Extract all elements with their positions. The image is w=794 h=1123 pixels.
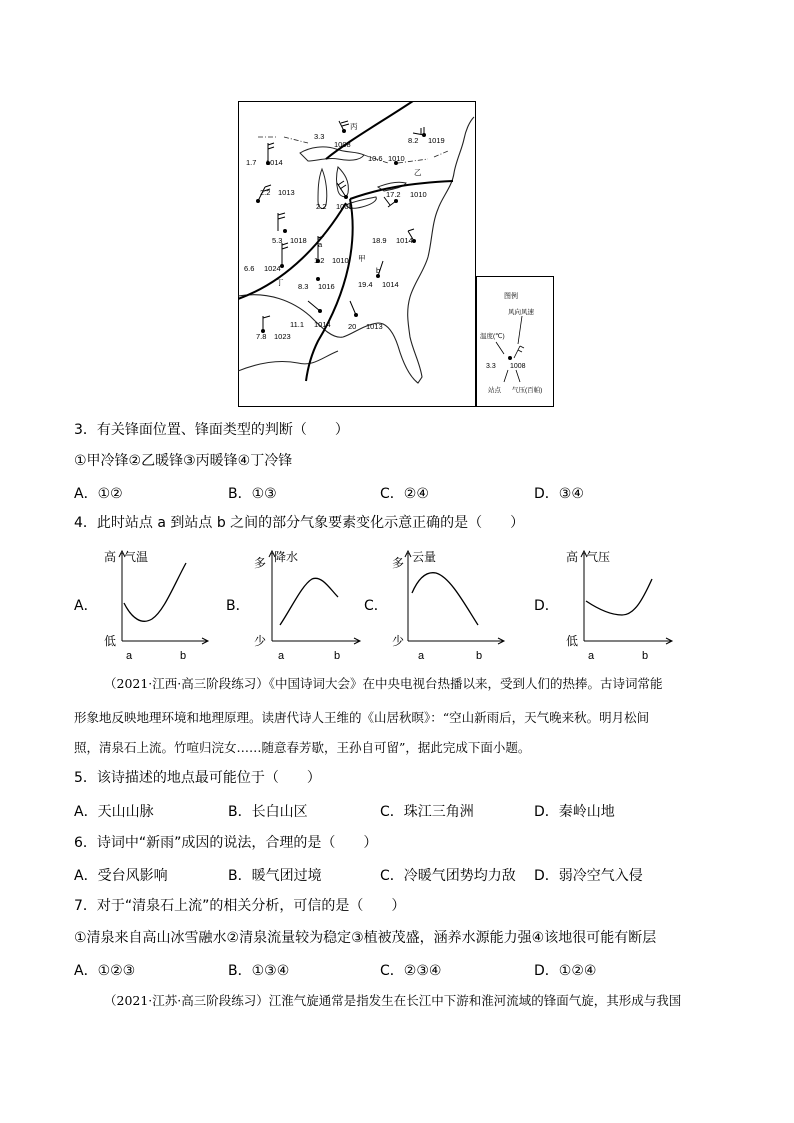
q3-option-b[interactable]: B．①③ — [228, 486, 277, 502]
chart-title: 气压 — [586, 550, 611, 564]
chart-high: 多 — [392, 556, 405, 570]
q3-option-d[interactable]: D．③④ — [534, 486, 584, 502]
chart-x-b: b — [476, 650, 483, 662]
q5-option-a[interactable]: A．天山山脉 — [74, 804, 154, 820]
station-pressure: 1014 — [314, 320, 331, 329]
station-pressure: 1008 — [336, 202, 353, 211]
q3-option-a[interactable]: A．①② — [74, 486, 123, 502]
legend-title: 图例 — [504, 293, 518, 300]
q4-option-c[interactable]: C． — [364, 598, 388, 614]
legend-pressure-value: 1008 — [510, 363, 526, 370]
q5-option-d[interactable]: D．秦岭山地 — [534, 804, 615, 820]
station-pressure: 1010 — [332, 256, 349, 265]
label-ding: 丁 — [276, 278, 284, 287]
station-pressure: 1023 — [274, 332, 291, 341]
chart-x-b: b — [180, 650, 187, 662]
chart-x-b: b — [334, 650, 341, 662]
chart-title: 云量 — [412, 550, 437, 564]
q6-option-a[interactable]: A．受台风影响 — [74, 868, 168, 884]
legend-station: 站点 — [488, 387, 501, 394]
station-temp: 2.2 — [260, 188, 271, 197]
chart-low: 少 — [392, 634, 405, 648]
q3-option-c[interactable]: C．②④ — [380, 486, 429, 502]
chart-x-a: a — [278, 650, 285, 662]
chart-low: 低 — [104, 634, 117, 648]
q4-option-a[interactable]: A． — [74, 598, 98, 614]
chart-curve — [124, 563, 186, 621]
station-temp: 20 — [348, 322, 357, 331]
q6-option-b[interactable]: B．暖气团过境 — [228, 868, 322, 884]
legend-pressure: 气压(百帕) — [512, 387, 543, 394]
chart-curve — [586, 579, 652, 615]
chart-high: 多 — [254, 556, 267, 570]
q4-chart-c — [388, 545, 508, 663]
station-pressure: 1019 — [428, 136, 445, 145]
chart-x-b: b — [642, 650, 649, 662]
station-pressure: 1010 — [388, 154, 405, 163]
station-pressure: 1014 — [266, 158, 283, 167]
q3-stem: 3．有关锋面位置、锋面类型的判断（ ） — [74, 422, 349, 438]
q6-stem: 6．诗词中“新雨”成因的说法，合理的是（ ） — [74, 835, 378, 851]
station-temp: 8.3 — [298, 282, 309, 291]
station-pressure: 1016 — [318, 282, 335, 291]
station-pressure: 1013 — [366, 322, 383, 331]
label-yi: 乙 — [414, 168, 422, 177]
station-pressure: 1013 — [278, 188, 295, 197]
q4-chart-d — [564, 545, 676, 663]
station-temp: 3.3 — [314, 132, 325, 141]
station-pressure: 1014 — [396, 236, 413, 245]
chart-high: 高 — [104, 550, 117, 564]
legend-temp: 温度(℃) — [480, 333, 505, 340]
q4-option-b[interactable]: B． — [226, 598, 250, 614]
label-station-a: a — [318, 240, 323, 249]
passage1-line3: 照，清泉石上流。竹喧归浣女……随意春芳歇，王孙自可留”，据此完成下面小题。 — [74, 740, 531, 755]
station-pressure: 1010 — [410, 190, 427, 199]
chart-x-a: a — [588, 650, 595, 662]
q4-option-d[interactable]: D． — [534, 598, 559, 614]
q6-option-c[interactable]: C．冷暖气团势均力敌 — [380, 868, 516, 884]
chart-low: 少 — [254, 634, 267, 648]
q5-option-c[interactable]: C．珠江三角洲 — [380, 804, 474, 820]
station-temp: 6.6 — [244, 264, 255, 273]
passage2-line1: （2021·江苏·高三阶段练习）江淮气旋通常是指发生在长江中下游和淮河流域的锋面气旋，其形成与我国 — [104, 993, 682, 1008]
q7-statements: ①清泉来自高山冰雪融水②清泉流量较为稳定③植被茂盛，涵养水源能力强④该地很可能有断层 — [74, 930, 657, 946]
chart-high: 高 — [566, 550, 579, 564]
q7-stem: 7．对于“清泉石上流”的相关分析，可信的是（ ） — [74, 898, 406, 914]
station-temp: 18.9 — [372, 236, 387, 245]
weather-map — [238, 101, 476, 407]
station-temp: 2.2 — [316, 202, 327, 211]
station-temp: 5.3 — [272, 236, 283, 245]
map-legend — [476, 276, 554, 407]
station-pressure: 1024 — [264, 264, 281, 273]
q7-option-c[interactable]: C．②③④ — [380, 963, 442, 979]
q3-statements: ①甲冷锋②乙暖锋③丙暖锋④丁冷锋 — [74, 453, 293, 469]
chart-x-a: a — [418, 650, 425, 662]
passage1-line2: 形象地反映地理环境和地理原理。读唐代诗人王维的《山居秋暝》：“空山新雨后，天气晚来秋。明月松间 — [74, 710, 650, 725]
legend-wind: 风向风速 — [508, 309, 534, 316]
station-temp: 7.8 — [256, 332, 267, 341]
station-temp: 19.4 — [358, 280, 373, 289]
chart-curve — [280, 578, 338, 625]
q7-option-d[interactable]: D．①②④ — [534, 963, 597, 979]
chart-x-a: a — [126, 650, 133, 662]
station-temp: 17.2 — [386, 190, 401, 199]
chart-curve — [412, 573, 478, 625]
q4-stem: 4．此时站点 a 到站点 b 之间的部分气象要素变化示意正确的是（ ） — [74, 515, 525, 531]
label-bing: 丙 — [350, 122, 358, 131]
station-temp: 1.2 — [314, 256, 325, 265]
station-temp: 8.2 — [408, 136, 419, 145]
station-pressure: 1014 — [382, 280, 399, 289]
station-pressure: 1018 — [290, 236, 307, 245]
chart-title: 降水 — [274, 550, 299, 564]
q5-stem: 5．该诗描述的地点最可能位于（ ） — [74, 770, 321, 786]
label-jia: 甲 — [358, 254, 366, 263]
chart-title: 气温 — [124, 550, 149, 564]
q4-chart-b — [250, 545, 364, 663]
passage1-line1: （2021·江西·高三阶段练习）《中国诗词大会》在中央电视台热播以来，受到人们的热捧。古诗词常能 — [104, 676, 663, 691]
q5-option-b[interactable]: B．长白山区 — [228, 804, 308, 820]
q7-option-b[interactable]: B．①③④ — [228, 963, 290, 979]
q6-option-d[interactable]: D．弱冷空气入侵 — [534, 868, 643, 884]
label-station-b: b — [376, 266, 381, 275]
q4-chart-a — [100, 545, 212, 663]
station-temp: 11.1 — [290, 320, 305, 329]
chart-low: 低 — [566, 634, 579, 648]
legend-temp-value: 3.3 — [486, 363, 496, 370]
station-temp: 10.6 — [368, 154, 383, 163]
station-pressure: 1008 — [334, 140, 351, 149]
station-temp: 1.7 — [246, 158, 257, 167]
q7-option-a[interactable]: A．①②③ — [74, 963, 136, 979]
